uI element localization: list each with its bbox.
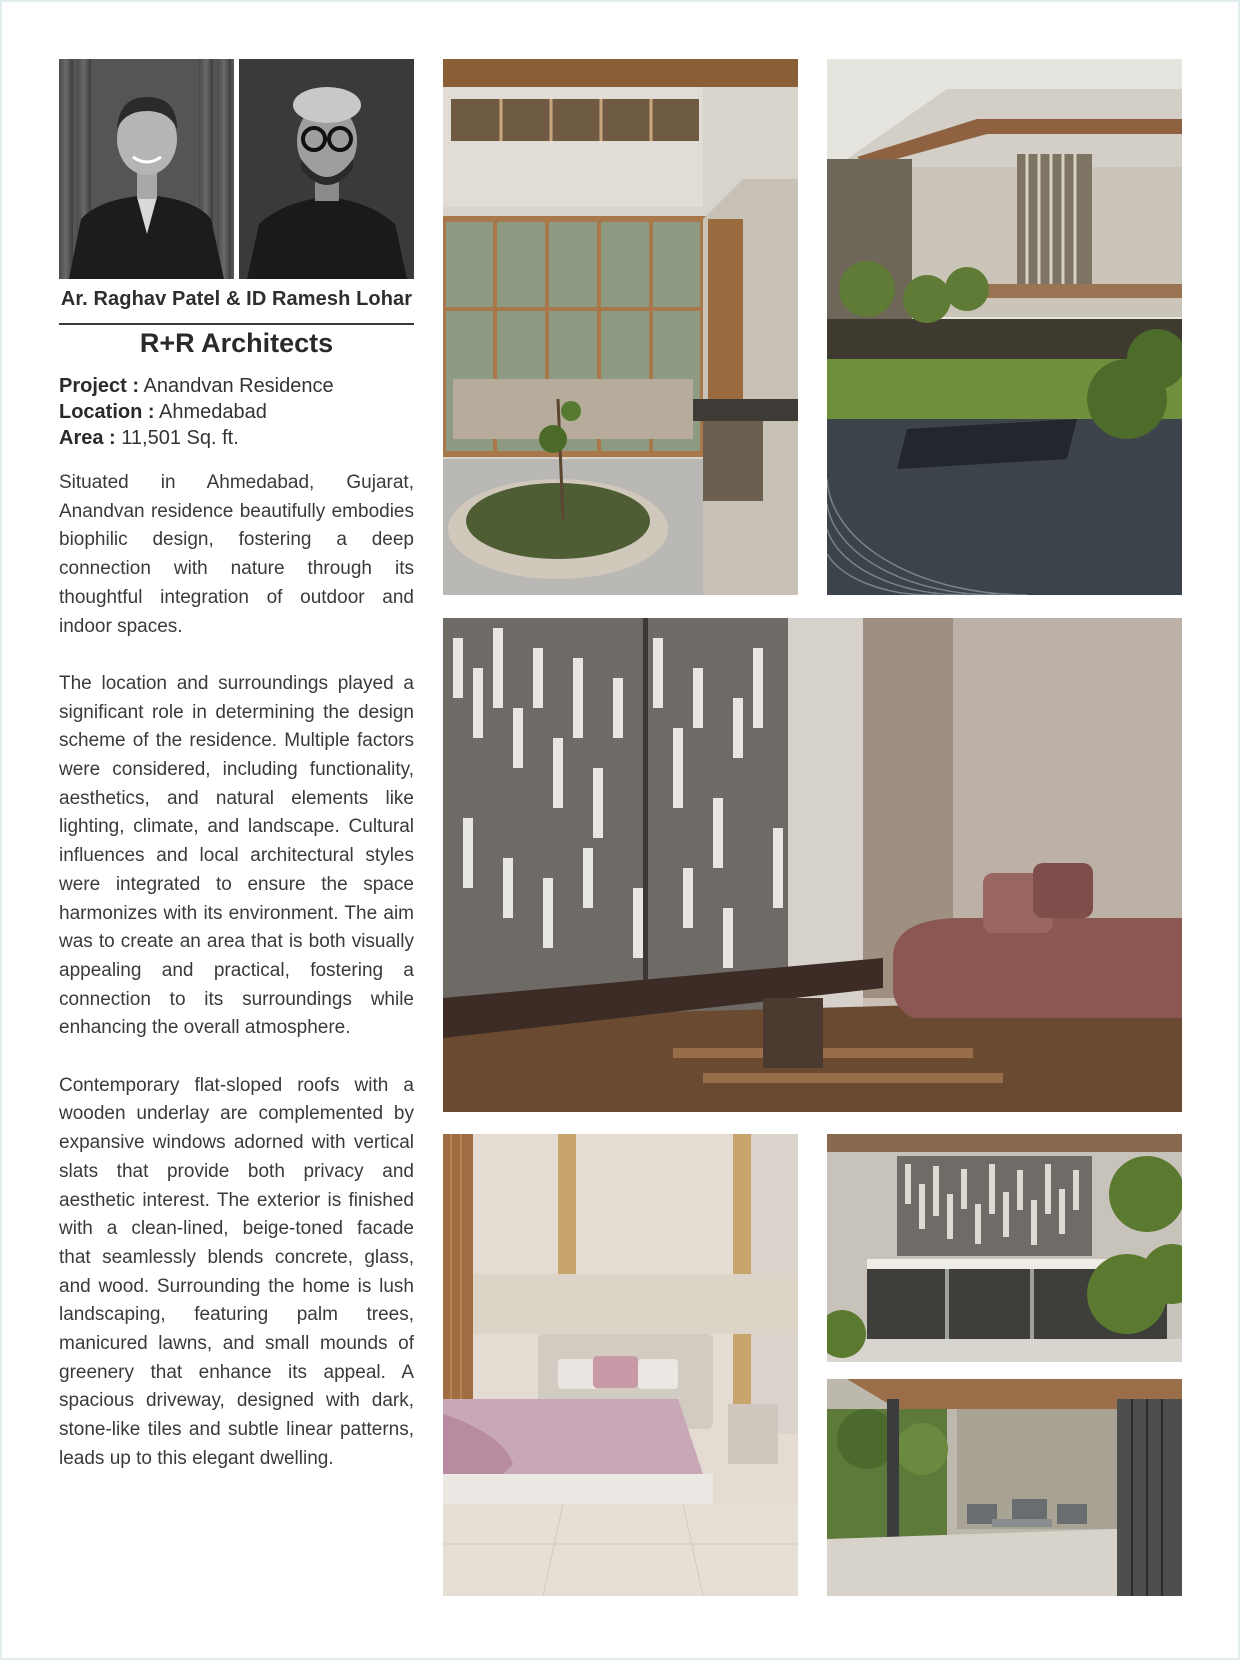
area-row bbox=[59, 425, 414, 451]
photo-living-room bbox=[443, 618, 1182, 1112]
designer-names: Ar. Raghav Patel & ID Ramesh Lohar bbox=[60, 288, 413, 310]
portrait-ramesh-lohar bbox=[239, 59, 414, 279]
photo-exterior bbox=[827, 59, 1182, 595]
paragraph: The location and surroundings played a significant role in determining the design scheme of the residence. Multiple factors were considered, including functionality, aesthetics, and natural elements like lighting, climate, and landscape. Cultural influences and local architectural styles were integrated to ensure the space harmonizes with its environment. The aim was to create an area that is both visually appealing and practical, fostering a connection to its surroundings while enhancing the overall atmosphere. bbox=[59, 672, 414, 1039]
photo-courtyard bbox=[443, 59, 798, 595]
area-value: 11,501 Sq. ft. bbox=[121, 427, 239, 449]
paragraph: Contemporary flat-sloped roofs with a wooden underlay are complemented by expansive windows adorned with vertical slats that provide both privacy and aesthetic interest. The exterior is finished with a clean-lined, beige-toned facade that seamlessly blends concrete, glass, and wood. Surrounding the home is lush landscaping, featuring palm trees, manicured lawns, and small mounds of greenery that enhance its appeal. A spacious driveway, designed with dark, stone-like tiles and subtle linear patterns, leads up to this elegant dwelling. bbox=[59, 1074, 414, 1469]
project-row bbox=[59, 373, 414, 399]
project-value: Anandvan Residence bbox=[143, 375, 334, 397]
location-row bbox=[59, 399, 414, 425]
divider bbox=[59, 323, 414, 325]
area-label: Area : bbox=[59, 427, 116, 449]
photo-bedroom bbox=[443, 1134, 798, 1596]
location-value: Ahmedabad bbox=[159, 401, 267, 423]
article-body bbox=[59, 469, 414, 1502]
paragraph: Situated in Ahmedabad, Gujarat, Anandvan residence beautifully embodies biophilic design, fostering a deep connection with nature through its thoughtful integration of outdoor and indoor spaces. bbox=[59, 472, 414, 637]
project-details bbox=[59, 373, 414, 451]
portrait-raghav-patel bbox=[59, 59, 234, 279]
firm-name: R+R Architects bbox=[139, 328, 334, 358]
project-label: Project : bbox=[59, 375, 140, 397]
location-label: Location : bbox=[59, 401, 155, 423]
photo-screen-facade bbox=[827, 1134, 1182, 1362]
photo-terrace bbox=[827, 1379, 1182, 1596]
